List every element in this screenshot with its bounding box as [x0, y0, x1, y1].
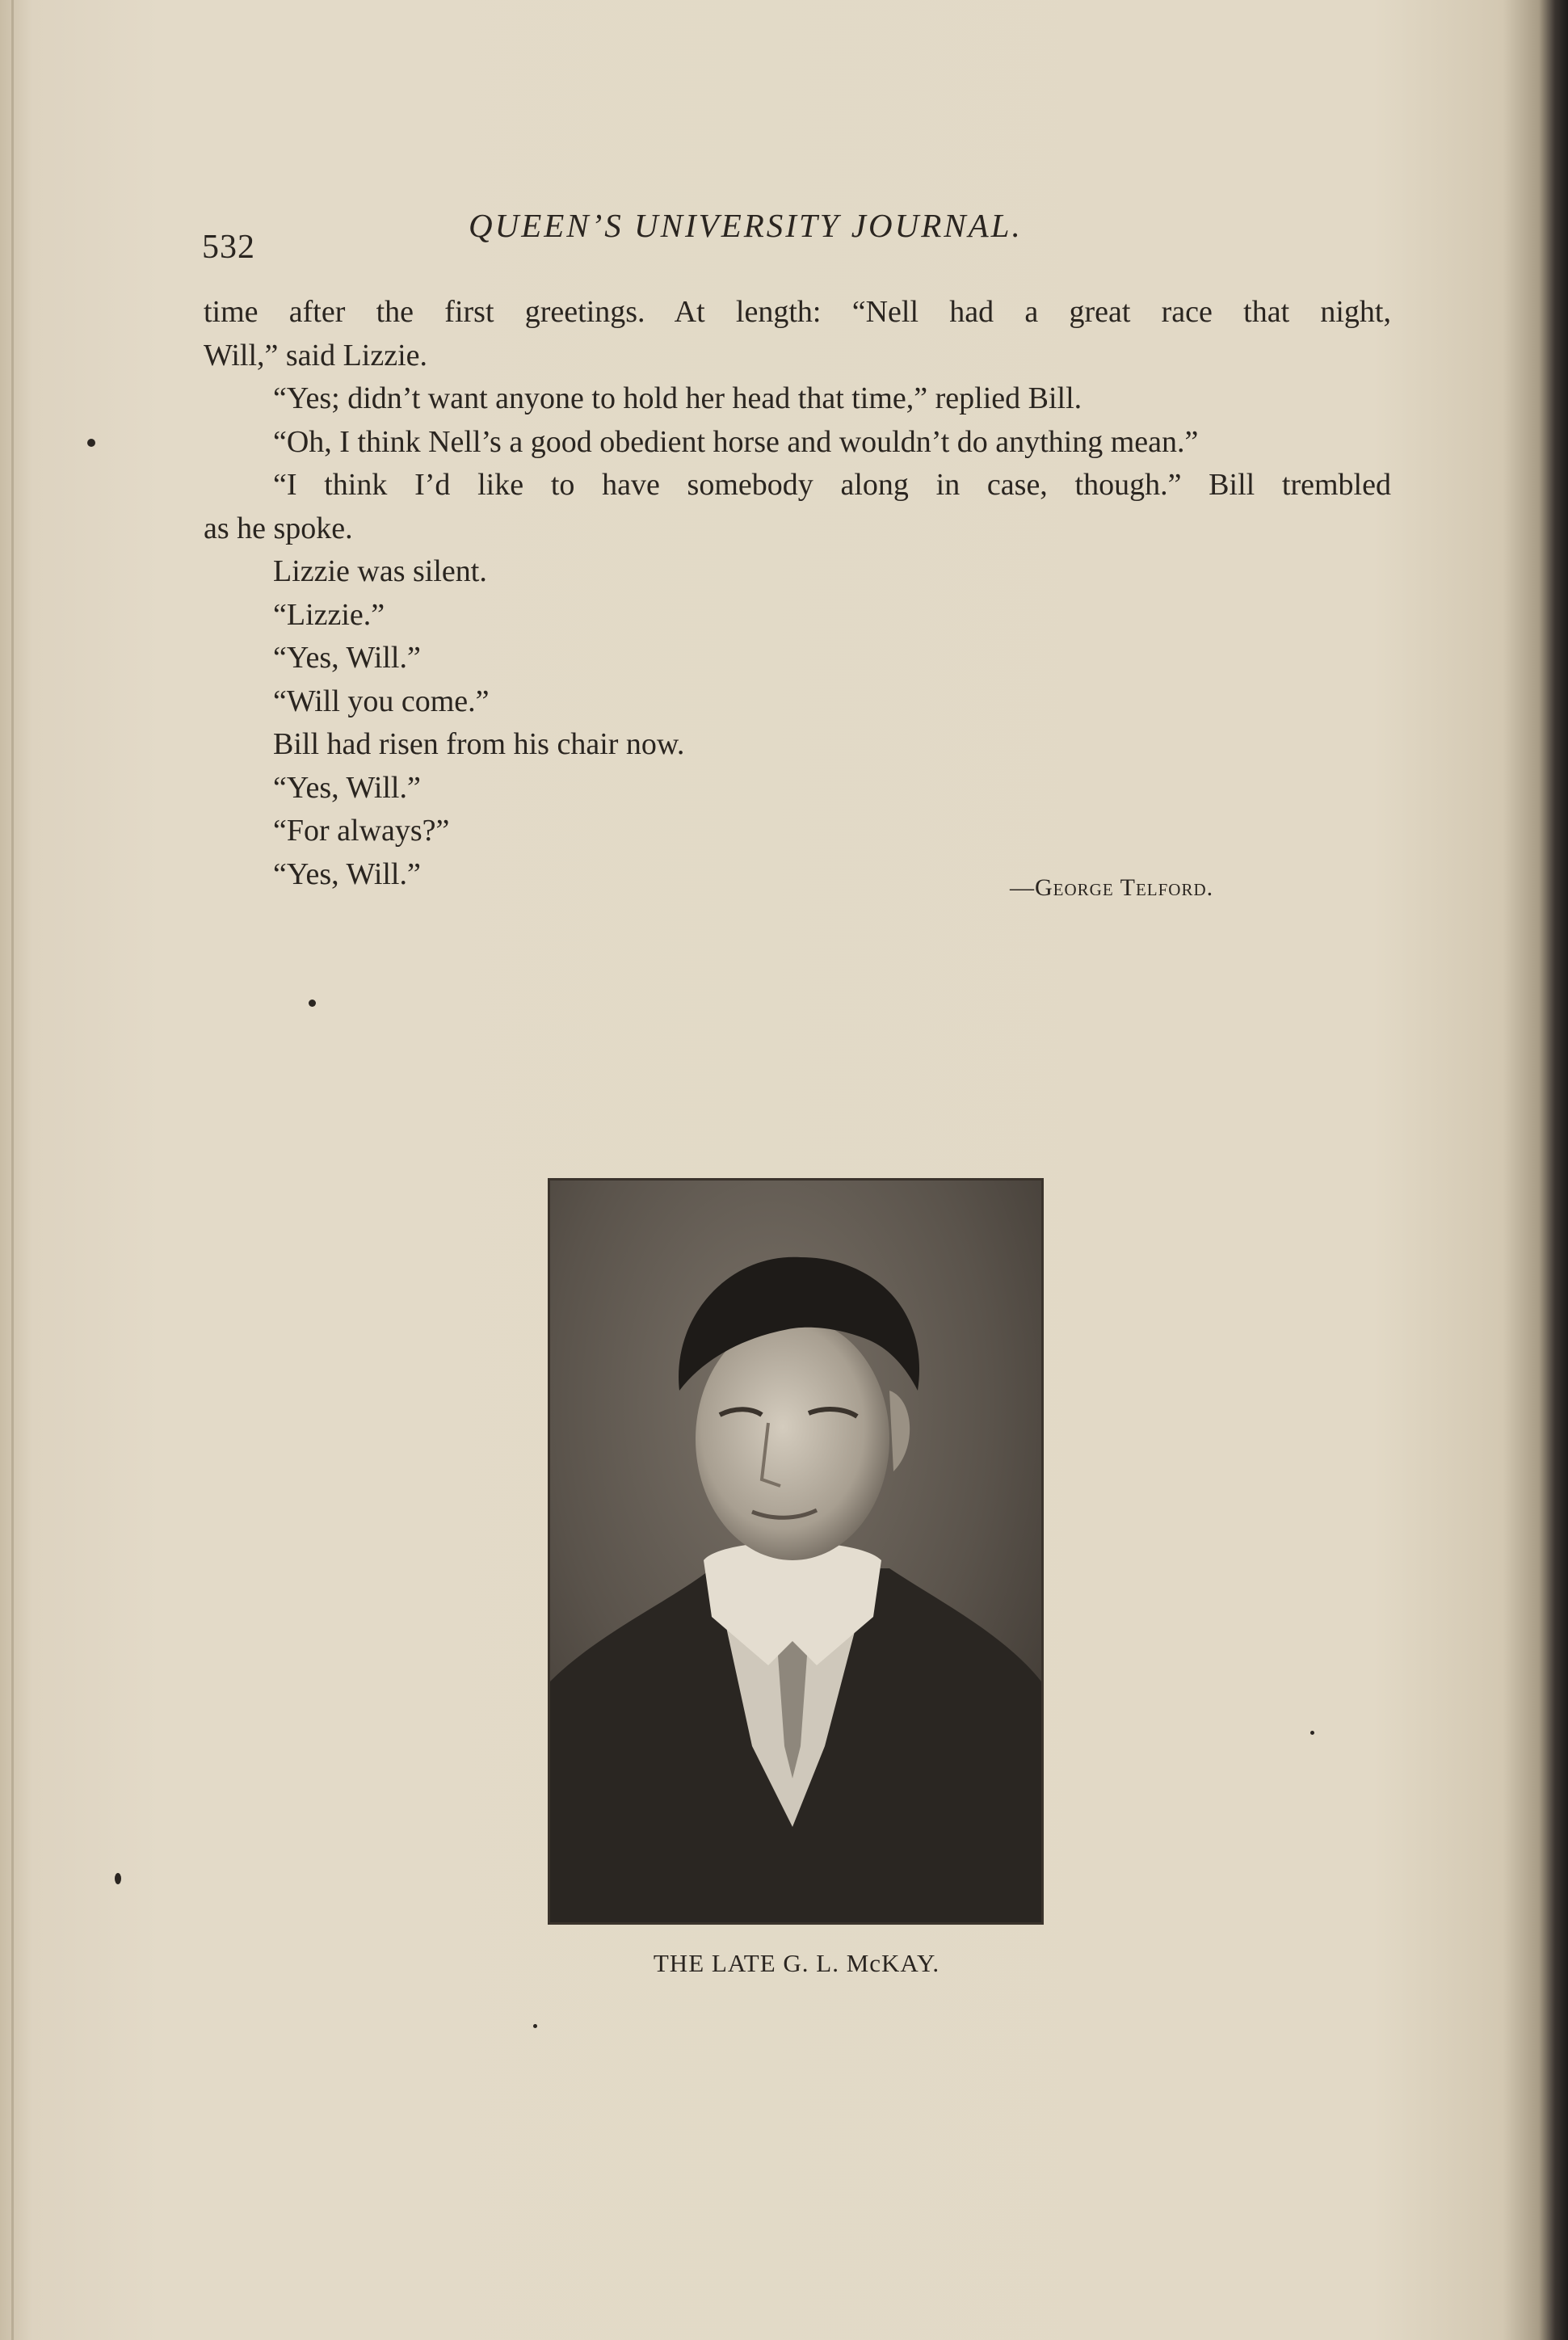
story-line: time after the first greetings. At length: “Nell had a great race that night,: [204, 295, 1391, 329]
story-line: “Lizzie.”: [273, 597, 385, 632]
story-line: “Yes; didn’t want anyone to hold her head that time,” replied Bill.: [273, 381, 1082, 415]
ink-speck: [309, 1000, 316, 1007]
story-line: “Will you come.”: [273, 684, 490, 718]
story-line: as he spoke.: [204, 511, 353, 545]
ink-speck: [115, 1873, 121, 1884]
story-line: “Yes, Will.”: [273, 641, 421, 675]
story-line: “Yes, Will.”: [273, 770, 421, 805]
story-line: “I think I’d like to have somebody along in case, though.” Bill trembled: [273, 468, 1391, 502]
running-title: QUEEN’S UNIVERSITY JOURNAL.: [469, 207, 1023, 244]
story-line: “Yes, Will.”: [273, 856, 421, 891]
ink-speck: [1310, 1731, 1314, 1735]
author-signature: —George Telford.: [1010, 874, 1214, 901]
story-line: Lizzie was silent.: [273, 554, 487, 588]
story-text: [204, 291, 1391, 896]
page-header: [202, 202, 1398, 267]
story-line: “For always?”: [273, 814, 450, 848]
story-line: Will,” said Lizzie.: [204, 338, 428, 372]
portrait-photo: [548, 1178, 1044, 1925]
ink-speck: [533, 2024, 537, 2028]
story-line: “Oh, I think Nell’s a good obedient horse and wouldn’t do anything mean.”: [273, 424, 1199, 459]
page-edge: [11, 0, 14, 2340]
story-line: Bill had risen from his chair now.: [273, 727, 685, 761]
photo-caption: THE LATE G. L. McKAY.: [653, 1949, 940, 1977]
ink-speck: [87, 439, 95, 447]
portrait-illustration: [550, 1181, 1041, 1922]
page-number: 532: [202, 229, 255, 266]
